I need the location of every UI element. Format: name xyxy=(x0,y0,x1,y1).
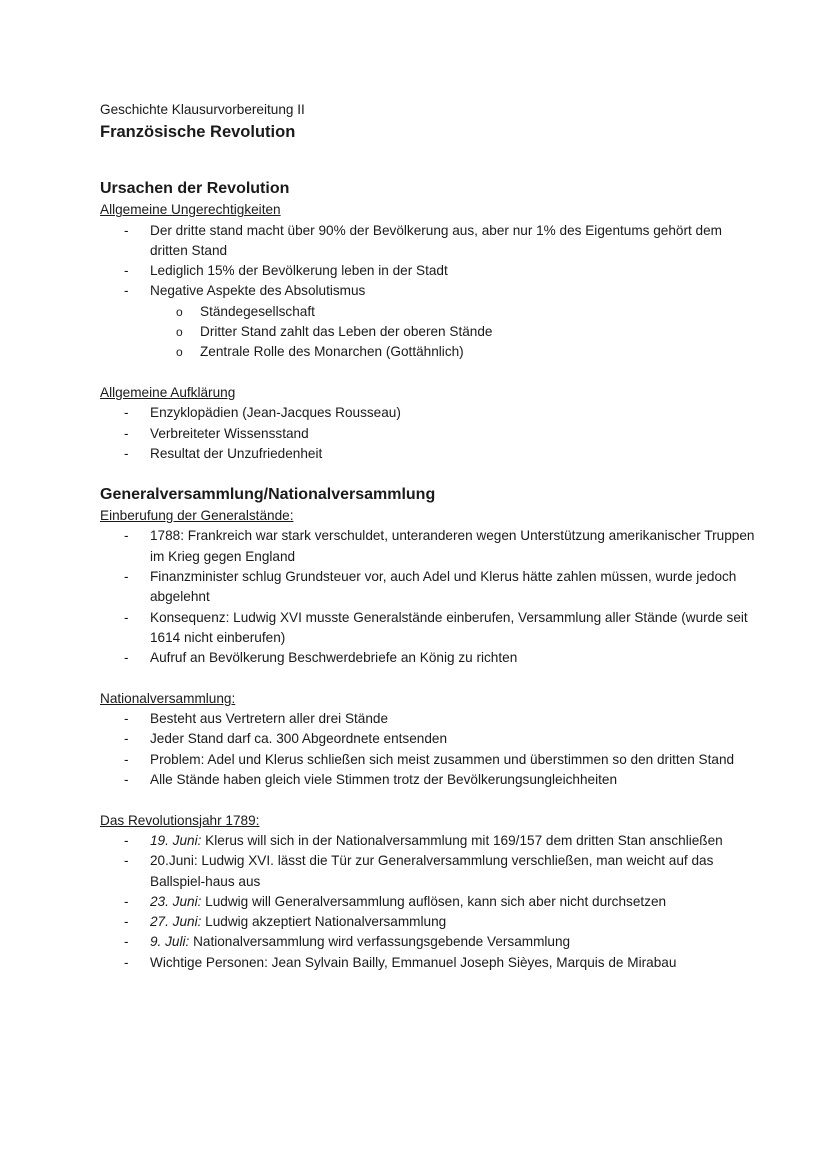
list-item xyxy=(100,831,760,851)
list-item xyxy=(100,932,760,952)
list-item xyxy=(100,953,760,973)
subheading-revolution-year: Das Revolutionsjahr 1789: xyxy=(100,812,260,828)
enlightenment-list xyxy=(100,403,760,464)
document-subtitle: Geschichte Klausurvorbereitung II xyxy=(100,102,305,117)
list-item: - Lediglich 15% der Bevölkerung leben in der Stadt xyxy=(100,261,760,281)
list-item: - Aufruf an Bevölkerung Beschwerdebriefe an König zu richten xyxy=(100,648,760,668)
section-heading-assembly: Generalversammlung/Nationalversammlung xyxy=(100,486,436,504)
subheading-national-assembly: Nationalversammlung: xyxy=(100,690,236,706)
list-item: - 1788: Frankreich war stark verschuldet, unteranderen wegen Unterstützung amerikanischer Truppen im Krieg gegen England xyxy=(100,526,760,567)
sub-list-item: o Ständegesellschaft xyxy=(100,302,760,322)
list-item: - Verbreiteter Wissensstand xyxy=(100,424,760,444)
list-item xyxy=(100,851,760,892)
revolution-year-list xyxy=(100,831,760,973)
list-item: - Besteht aus Vertretern aller drei Stände xyxy=(100,709,760,729)
list-item: - Enzyklopädien (Jean-Jacques Rousseau) xyxy=(100,403,760,423)
date: 9. Juli: xyxy=(150,934,190,950)
event-text: Klerus will sich in der Nationalversammlung mit 169/157 dem dritten Stan anschließen xyxy=(201,832,723,848)
subheading-estates-general: Einberufung der Generalstände: xyxy=(100,508,294,524)
event-text: Ludwig akzeptiert Nationalversammlung xyxy=(201,914,447,930)
list-item xyxy=(100,892,760,912)
document-page xyxy=(100,100,760,973)
sub-list-item: o Zentrale Rolle des Monarchen (Gottähnlich) xyxy=(100,342,760,362)
list-item: - Der dritte stand macht über 90% der Bevölkerung aus, aber nur 1% des Eigentums gehört dem dritten Stand xyxy=(100,221,760,262)
event-text: 20.Juni: Ludwig XVI. lässt die Tür zur Generalversammlung verschließen, man weicht auf das Ballspiel-haus aus xyxy=(150,853,714,889)
date: 19. Juni: xyxy=(150,832,202,848)
national-assembly-list xyxy=(100,709,760,790)
injustices-list xyxy=(100,221,760,363)
list-item: - Konsequenz: Ludwig XVI musste Generalstände einberufen, Versammlung aller Stände (wurde seit 1614 nicht einberufen) xyxy=(100,608,760,649)
sub-list-item: o Dritter Stand zahlt das Leben der oberen Stände xyxy=(100,322,760,342)
event-text: Nationalversammlung wird verfassungsgebende Versammlung xyxy=(189,934,571,950)
list-item: - Finanzminister schlug Grundsteuer vor, auch Adel und Klerus hätte zahlen müssen, wurde jedoch abgelehnt xyxy=(100,567,760,608)
event-text: Ludwig will Generalversammlung auflösen, kann sich aber nicht durchsetzen xyxy=(201,893,667,909)
list-item: - Alle Stände haben gleich viele Stimmen trotz der Bevölkerungsungleichheiten xyxy=(100,770,760,790)
subheading-injustices: Allgemeine Ungerechtigkeiten xyxy=(100,202,281,218)
document-title: Französische Revolution xyxy=(100,123,296,142)
date: 27. Juni: xyxy=(150,914,202,930)
event-text: Wichtige Personen: Jean Sylvain Bailly, Emmanuel Joseph Sièyes, Marquis de Mirabau xyxy=(150,954,677,970)
list-item: - Jeder Stand darf ca. 300 Abgeordnete entsenden xyxy=(100,729,760,749)
estates-general-list xyxy=(100,526,760,668)
subheading-enlightenment: Allgemeine Aufklärung xyxy=(100,384,236,400)
section-heading-causes: Ursachen der Revolution xyxy=(100,180,290,198)
date: 23. Juni: xyxy=(150,893,202,909)
list-item xyxy=(100,912,760,932)
list-item: - Negative Aspekte des Absolutismus xyxy=(100,281,760,301)
list-item: - Resultat der Unzufriedenheit xyxy=(100,444,760,464)
list-item: - Problem: Adel und Klerus schließen sich meist zusammen und überstimmen so den dritten Stand xyxy=(100,750,760,770)
